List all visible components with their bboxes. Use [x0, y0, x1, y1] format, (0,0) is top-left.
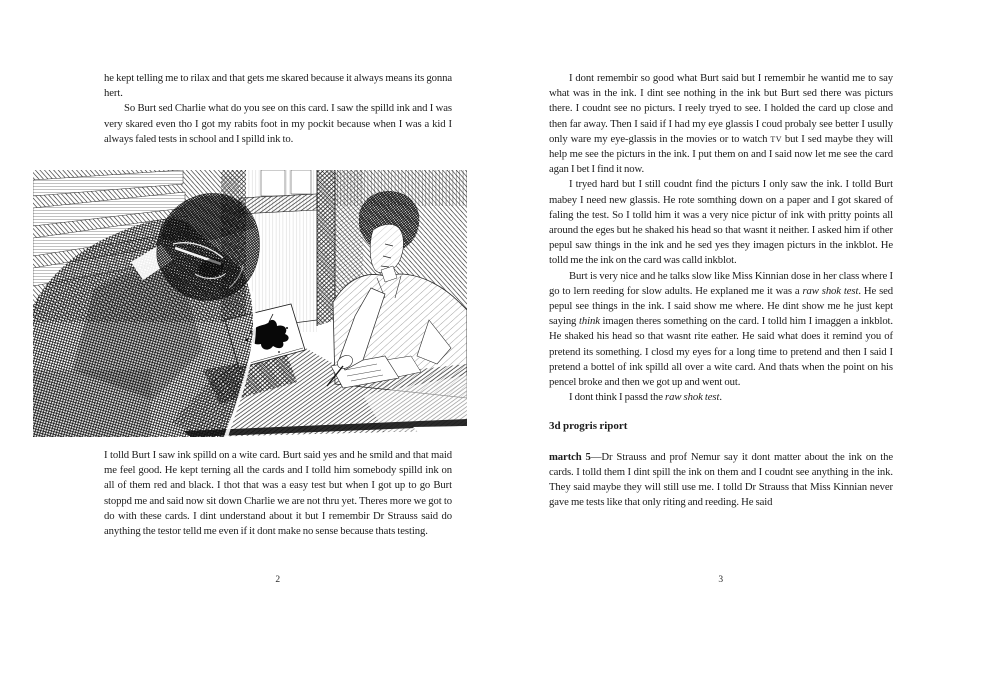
inkblot-test-illustration-svg — [33, 170, 467, 437]
progress-report-heading: 3d progris riport — [549, 420, 628, 433]
inkblot-test-illustration — [33, 170, 467, 437]
small-caps-tv: TV — [770, 134, 782, 144]
text-run: . — [719, 391, 722, 404]
paragraph — [549, 71, 893, 177]
text-run: . He sed pepul see things in the ink. I said show me where. He dint show me he just kept saying — [549, 284, 894, 328]
paragraph — [549, 269, 893, 391]
italic-run: think — [578, 315, 600, 328]
text-run: —Dr Strauss and prof Nemur say it dont matter about the ink on the cards. I tolld them I dint spill the ink on them and I coudnt see anything in the ink. They said maybe they will still use me. I tolld Dr Strauss that Miss Kinnian never gave me tests like that only riting and reeding. He said — [549, 450, 893, 509]
text-run: I dont remembir so good what Burt said but I remembir he wantid me to say what was in the ink. I dint see nothing in the ink but Burt sed there was picturs there. I coudnt see no picturs. I reely tryed to see. I holded the card up close and then far away. Then I said if I had my eye glassis I coud probaly see better I usully only ware my eye-glassis in the movies or to watch — [549, 72, 893, 145]
window-post — [317, 170, 335, 326]
italic-run: raw shok test — [802, 284, 859, 297]
date-run: martch 5 — [549, 450, 591, 463]
text-run: I dont think I passd the — [569, 391, 666, 404]
left-page-top-text — [104, 71, 452, 147]
paragraph: So Burt sed Charlie what do you see on this card. I saw the spilld ink and I was very skared even tho I got my rabits foot in my pockit because when I was a kid I always faled tests in school and I spilld ink to. — [104, 102, 452, 145]
paragraph — [549, 390, 893, 405]
left-page-bottom-text — [104, 448, 452, 539]
paragraph: I tryed hard but I still coudnt find the picturs I only saw the ink. I tolld Burt mabey I need new glassis. He rote somthing down on a paper and I got skared of faling the test. So I tolld him it was a very nice pictur of ink with pritty points all around the eges but he shaked his head so that wasnt it neither. I asked him if other pepul saw things in the ink and he sed yes they imagen picturs in the inkblot. He tolld me the ink on the card was calld inkblot. — [549, 178, 893, 267]
text-run: but I sed maybe they will help me see the picturs in the ink. I put them on and I said now let me see the card agan I bet I find it now. — [549, 132, 893, 176]
italic-run: raw shok test — [665, 391, 720, 404]
page-number-right: 3 — [718, 575, 724, 585]
paragraph-continuation: he kept telling me to rilax and that gets me skared because it always means its gonna hert. — [104, 72, 452, 100]
paragraph: I tolld Burt I saw ink spilld on a wite card. Burt said yes and he smild and that maid me feel good. He kept terning all the cards and I tolld him somebody spilld ink on all of them red and black. I thot that was a easy test but when I got up to go Burt stoppd me and said now sit down Charlie we are not thru yet. Theres more we got to do with these cards. I dint understand about it but I remembir Dr Strauss said do anything the testor telld me even if it dont make no sense because thats testing. — [104, 449, 452, 538]
right-page-text — [549, 71, 893, 510]
text-run: Burt is very nice and he talks slow like Miss Kinnian dose in her class where I go to lern reeding for slow adults. He explaned me it was a — [549, 269, 893, 297]
paragraph-dated-entry — [549, 450, 893, 511]
page-number-left: 2 — [275, 575, 281, 585]
text-run: imagen theres something on the card. I tolld him I imaggen a inkblot. He shaked his head so that wasnt rite eather. He said what does it remind you of pretend its something. I closd my eyes for a long time to pretend and then I said I pretend a bottel of ink spilld all over a wite card. And thats when the point on his pencel broke and then we got up and went out. — [549, 315, 894, 389]
